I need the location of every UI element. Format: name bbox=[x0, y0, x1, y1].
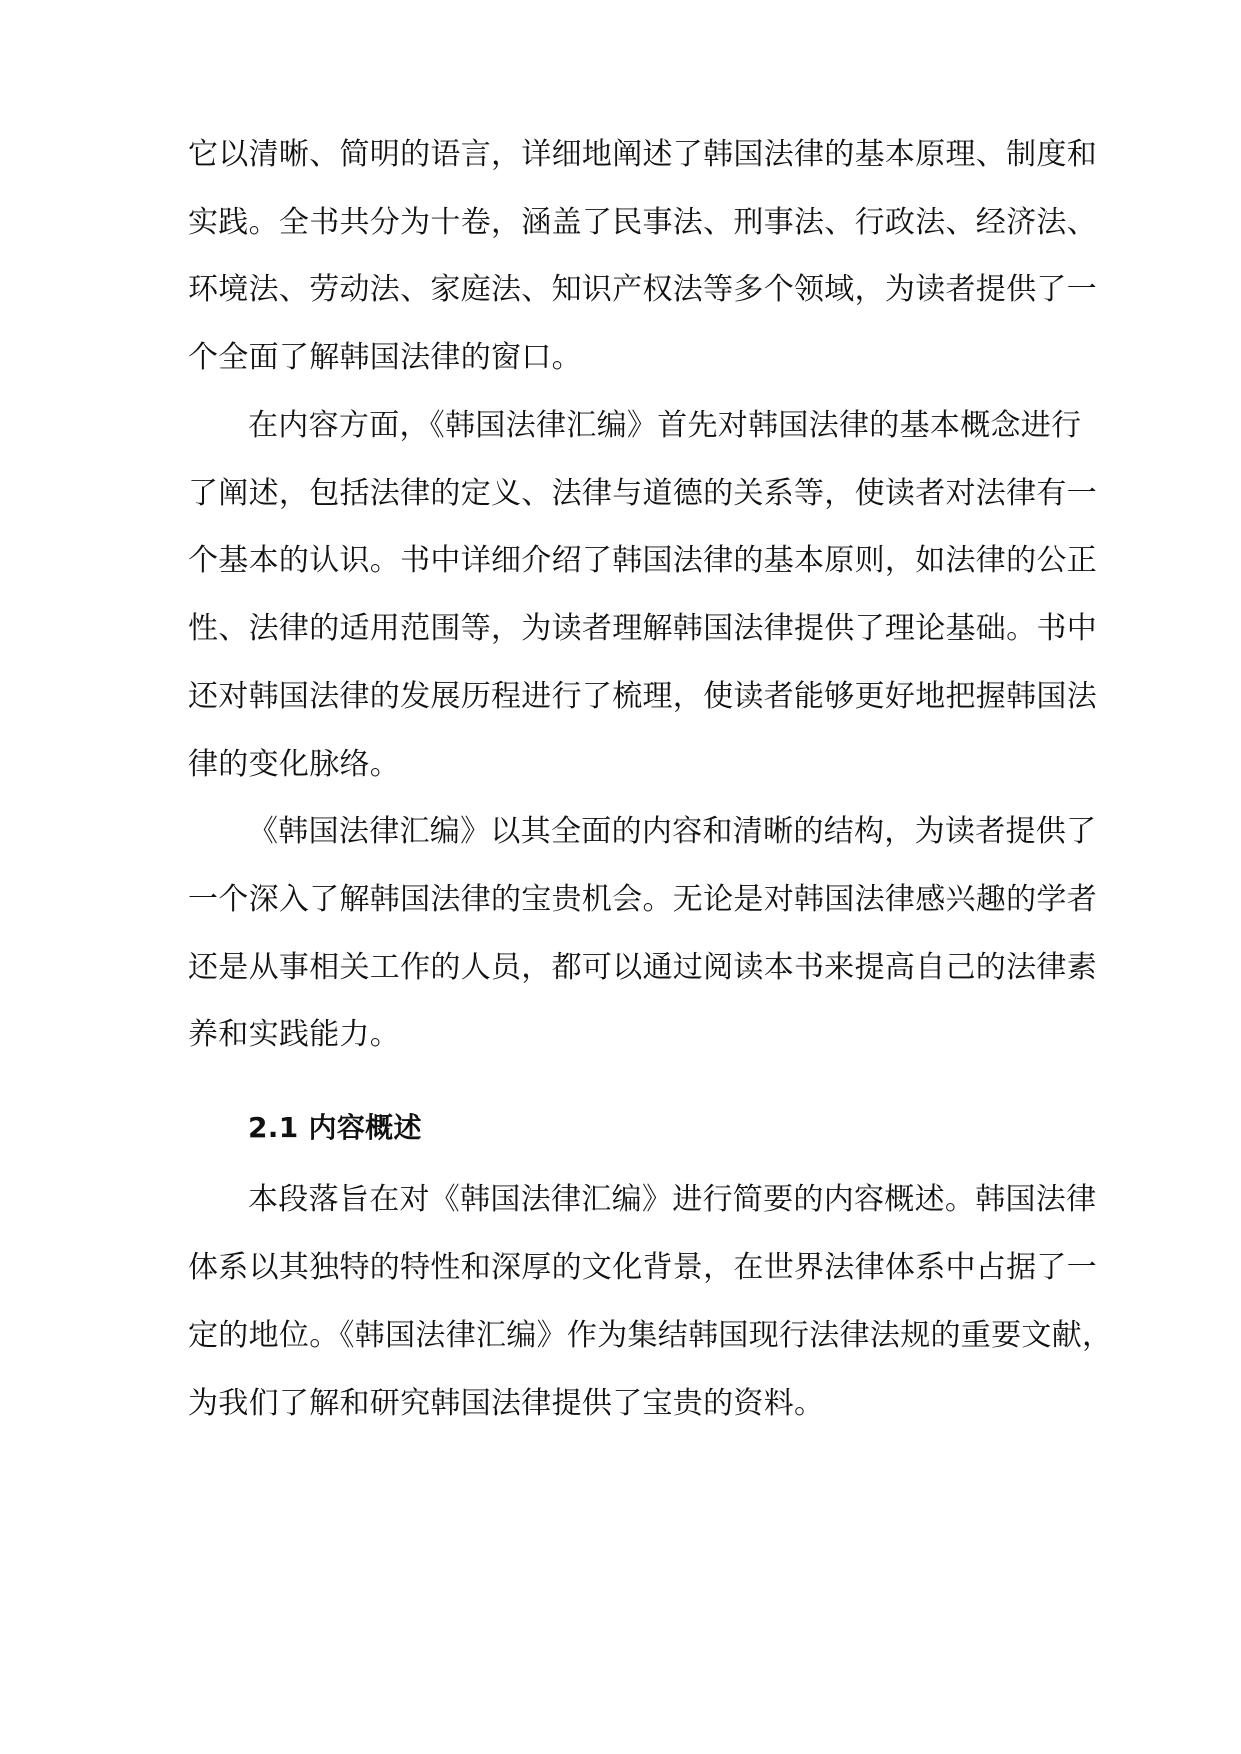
paragraph-2-line-6: 律的变化脉络。 bbox=[188, 747, 401, 782]
section-heading: 2.1 内容概述 bbox=[248, 1111, 422, 1144]
paragraph-2-line-2: 了阐述，包括法律的定义、法律与道德的关系等，使读者对法律有一 bbox=[188, 476, 1097, 511]
paragraph-1-line-4: 个全面了解韩国法律的窗口。 bbox=[188, 340, 582, 375]
paragraph-1-line-2: 实践。全书共分为十卷，涵盖了民事法、刑事法、行政法、经济法、 bbox=[188, 205, 1097, 240]
paragraph-2-line-4: 性、法律的适用范围等，为读者理解韩国法律提供了理论基础。书中 bbox=[188, 611, 1097, 646]
paragraph-2-line-5: 还对韩国法律的发展历程进行了梳理，使读者能够更好地把握韩国法 bbox=[188, 679, 1097, 714]
paragraph-2-line-1: 在内容方面，《韩国法律汇编》首先对韩国法律的基本概念进行 bbox=[248, 408, 1082, 443]
section-paragraph-line-1: 本段落旨在对《韩国法律汇编》进行简要的内容概述。韩国法律 bbox=[248, 1182, 1097, 1217]
paragraph-2-line-3: 个基本的认识。书中详细介绍了韩国法律的基本原则，如法律的公正 bbox=[188, 543, 1097, 578]
paragraph-1-line-1: 它以清晰、简明的语言，详细地阐述了韩国法律的基本原理、制度和 bbox=[188, 137, 1097, 172]
paragraph-1-line-3: 环境法、劳动法、家庭法、知识产权法等多个领域，为读者提供了一 bbox=[188, 272, 1097, 307]
section-paragraph-line-2: 体系以其独特的特性和深厚的文化背景，在世界法律体系中占据了一 bbox=[188, 1250, 1097, 1285]
section-paragraph-line-3: 定的地位。《韩国法律汇编》作为集结韩国现行法律法规的重要文献， bbox=[188, 1318, 1113, 1353]
paragraph-3-line-1: 《韩国法律汇编》以其全面的内容和清晰的结构，为读者提供了 bbox=[248, 814, 1097, 849]
paragraph-3-line-2: 一个深入了解韩国法律的宝贵机会。无论是对韩国法律感兴趣的学者 bbox=[188, 882, 1097, 917]
paragraph-3-line-3: 还是从事相关工作的人员，都可以通过阅读本书来提高自己的法律素 bbox=[188, 950, 1097, 985]
section-paragraph-line-4: 为我们了解和研究韩国法律提供了宝贵的资料。 bbox=[188, 1386, 825, 1421]
paragraph-3-line-4: 养和实践能力。 bbox=[188, 1017, 401, 1052]
